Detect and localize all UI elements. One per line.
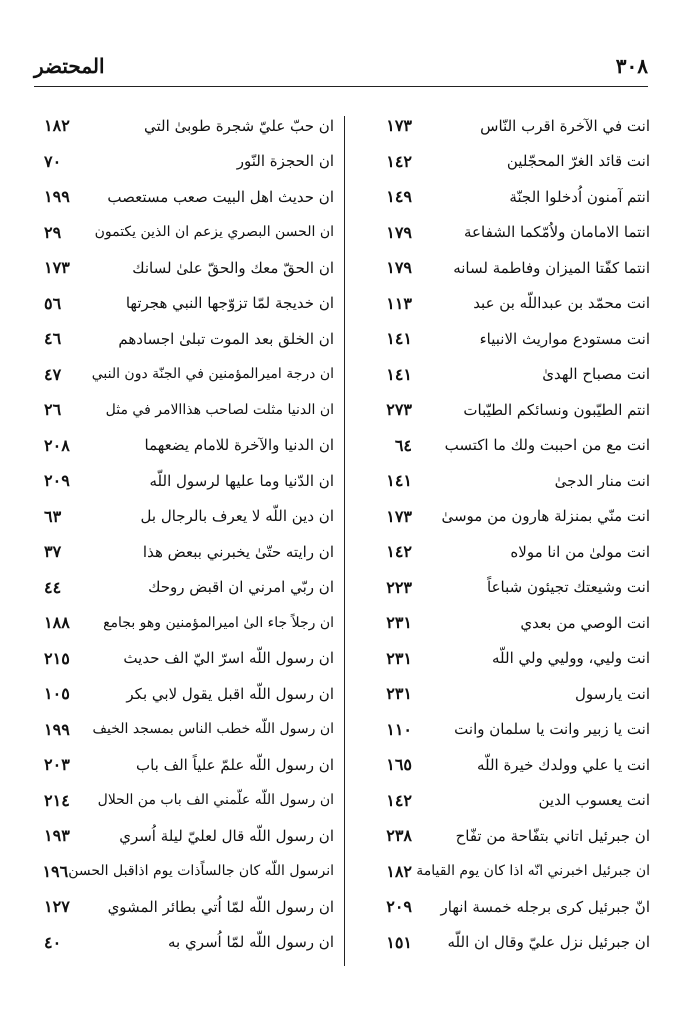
entry-text: انت يا علي وولدك خيرة اللّه: [476, 755, 650, 774]
entry-page-number: ١٤٢: [386, 151, 412, 171]
index-entry: [360, 286, 650, 322]
index-entry: [44, 179, 334, 215]
entry-text: ان رجلاً جاء الىٰ اميرالمؤمنين وهو بجامع: [103, 614, 334, 631]
index-entry: [360, 854, 650, 890]
index-entry: [44, 463, 334, 499]
entry-page-number: ١٧٩: [386, 222, 412, 242]
page-number: ٣٠٨: [615, 54, 648, 78]
entry-text: ان الدّنيا وما عليها لرسول اللّه: [149, 471, 334, 490]
entry-page-number: ٢١٤: [44, 790, 70, 810]
entry-page-number: ١٨٢: [386, 861, 412, 881]
entry-page-number: ١٤٩: [386, 187, 412, 207]
index-entry: [44, 108, 334, 144]
index-entry: [44, 889, 334, 925]
index-entry: [44, 321, 334, 357]
entry-text: انت يا زبير وانت يا سلمان وانت: [454, 720, 650, 739]
entry-page-number: ١٨٨: [44, 613, 70, 633]
entry-page-number: ١١٣: [386, 293, 412, 313]
entry-text: ان حديث اهل البيت صعب مستعصب: [107, 187, 334, 206]
book-title: المحتضر: [34, 54, 105, 78]
entry-text: ان دين اللّه لا يعرف بالرجال بل: [140, 507, 334, 526]
entry-text: انت في الآخرة اقرب النّاس: [480, 116, 650, 135]
entry-text: ان الحجزة النّور: [236, 152, 334, 171]
index-entry: [44, 570, 334, 606]
entry-text: ان جبرئيل اتاني بتفّاحة من تفّاح: [455, 826, 650, 845]
index-entry: [360, 712, 650, 748]
entry-text: ان رسول اللّه علّمني الف باب من الحلال: [97, 792, 334, 809]
entry-page-number: ١٥١: [386, 932, 412, 952]
index-entry: [360, 783, 650, 819]
entry-text: انت منار الدجىٰ: [554, 471, 650, 490]
page-header: [34, 50, 648, 84]
index-entry: [360, 428, 650, 464]
entry-page-number: ١٤١: [386, 329, 412, 349]
entry-text: ان رسول اللّه اقبل يقول لابي بكر: [126, 684, 334, 703]
entry-text: ان رايته حتّىٰ يخبرني ببعض هذا: [142, 542, 334, 561]
entry-page-number: ٦٣: [44, 506, 62, 526]
entry-text: انتما الامامان ولاُمّكما الشفاعة: [464, 223, 650, 242]
index-entry: [360, 215, 650, 251]
entry-page-number: ١٤٢: [386, 790, 412, 810]
index-entry: [360, 747, 650, 783]
entry-text: ان رسول اللّه لمّا اُسري به: [167, 933, 334, 952]
entry-text: ان خديجة لمّا تزوّجها النبي هجرتها: [125, 294, 334, 313]
entry-page-number: ٦٤: [394, 435, 412, 455]
entry-text: ان رسول اللّه علمّ علياً الف باب: [135, 755, 334, 774]
entry-page-number: ٢٧٣: [386, 400, 412, 420]
entry-page-number: ٤٧: [44, 364, 62, 384]
index-entry: [44, 250, 334, 286]
index-entry: [44, 499, 334, 535]
index-entry: [44, 783, 334, 819]
index-entry: [44, 641, 334, 677]
index-column-left: [44, 108, 334, 960]
entry-text: ان رسول اللّه لمّا اُتي بطائر المشوي: [107, 897, 334, 916]
entry-text: ان الحقّ معك والحقّ علىٰ لسانك: [132, 258, 334, 277]
entry-page-number: ٤٤: [44, 577, 62, 597]
entry-text: ان جبرئيل نزل عليّ وقال ان اللّه: [447, 933, 650, 952]
entry-page-number: ٤٠: [44, 932, 62, 952]
entry-text: انت وليي، ووليي ولي اللّه: [492, 649, 650, 668]
entry-text: انت منّي بمنزلة هارون من موسىٰ: [441, 507, 650, 526]
entry-text: انت يعسوب الدين: [538, 791, 650, 810]
index-entry: [360, 499, 650, 535]
entry-text: انتما كفّتا الميزان وفاطمة لسانه: [453, 258, 650, 277]
entry-page-number: ٢٩: [44, 222, 62, 242]
index-entry: [44, 676, 334, 712]
entry-page-number: ٢٠٨: [44, 435, 70, 455]
entry-page-number: ١٨٢: [44, 116, 70, 136]
index-entry: [360, 357, 650, 393]
entry-page-number: ١٧٣: [44, 258, 70, 278]
index-entry: [360, 321, 650, 357]
entry-text: انّ جبرئيل كرى برجله خمسة انهار: [440, 897, 650, 916]
index-entry: [360, 250, 650, 286]
index-entry: [360, 179, 650, 215]
header-rule: [34, 86, 648, 87]
entry-text: ان درجة اميرالمؤمنين في الجنّة دون النبي: [91, 366, 334, 383]
entry-page-number: ١٧٩: [386, 258, 412, 278]
entry-page-number: ٢٠٣: [44, 755, 70, 775]
index-entry: [360, 108, 650, 144]
entry-page-number: ١٤١: [386, 364, 412, 384]
index-entry: [44, 392, 334, 428]
entry-page-number: ١١٠: [386, 719, 412, 739]
entry-page-number: ١٩٩: [44, 719, 70, 739]
entry-text: ان الدنيا والآخرة للامام يضعهما: [144, 436, 334, 455]
index-entry: [44, 925, 334, 961]
entry-page-number: ١٢٧: [44, 897, 70, 917]
entry-page-number: ٢٣٨: [386, 826, 412, 846]
entry-text: انت مستودع مواريث الانبياء: [479, 329, 650, 348]
entry-page-number: ٧٠: [44, 151, 62, 171]
index-entry: [44, 286, 334, 322]
entry-page-number: ١٩٣: [44, 826, 70, 846]
index-entry: [360, 144, 650, 180]
entry-text: ان الدنيا مثلت لصاحب هذاالامر في مثل: [105, 401, 334, 418]
entry-text: ان ربّي امرني ان اقبض روحك: [148, 578, 334, 597]
index-entry: [44, 357, 334, 393]
entry-page-number: ١٩٩: [44, 187, 70, 207]
entry-page-number: ٢٠٩: [44, 471, 70, 491]
entry-text: انت مع من احببت ولك ما اكتسب: [444, 436, 650, 455]
index-entry: [360, 641, 650, 677]
entry-page-number: ٤٦: [44, 329, 62, 349]
index-entry: [44, 215, 334, 251]
index-entry: [44, 144, 334, 180]
entry-page-number: ١٩٦: [42, 861, 69, 881]
entry-page-number: ١٤١: [386, 471, 412, 491]
entry-page-number: ٢٣١: [386, 648, 412, 668]
entry-text: انت مصباح الهدىٰ: [542, 365, 650, 384]
entry-page-number: ٣٧: [44, 542, 62, 562]
entry-text: انت قائد الغرّ المحجّلين: [506, 152, 650, 171]
entry-page-number: ٢٣١: [386, 684, 412, 704]
entry-page-number: ٢١٥: [44, 648, 70, 668]
index-column-right: [360, 108, 650, 960]
entry-page-number: ٢٦: [44, 400, 62, 420]
entry-text: ان رسول اللّه خطب الناس بمسجد الخيف: [92, 721, 334, 738]
entry-page-number: ١٤٢: [386, 542, 412, 562]
entry-text: ان الحسن البصري يزعم ان الذين يكتمون: [94, 224, 334, 241]
entry-text: ان حبّ عليّ شجرة طوبىٰ التي: [144, 116, 334, 135]
entry-page-number: ١٧٣: [386, 506, 412, 526]
index-entry: [44, 428, 334, 464]
entry-text: انتم الطيّبون ونسائكم الطيّبات: [463, 400, 650, 419]
entry-text: انتم آمنون اُدخلوا الجنّة: [509, 187, 650, 206]
entry-page-number: ٢٠٩: [386, 897, 412, 917]
index-entry: [360, 570, 650, 606]
entry-text: ان جبرئيل اخبرني انّه اذا كان يوم القيامة: [416, 863, 650, 880]
index-entry: [360, 889, 650, 925]
index-entry: [44, 605, 334, 641]
entry-page-number: ١٧٣: [386, 116, 412, 136]
entry-page-number: ٢٣١: [386, 613, 412, 633]
index-entry: [44, 818, 334, 854]
entry-text: ان رسول اللّه اسرّ اليّ الف حديث: [123, 649, 334, 668]
index-entry: [360, 925, 650, 961]
entry-text: انت يارسول: [574, 684, 650, 703]
index-entry: [360, 818, 650, 854]
entry-text: انت وشيعتك تجيئون شباعاً: [487, 578, 650, 597]
index-entry: [360, 463, 650, 499]
entry-page-number: ١٦٥: [386, 755, 412, 775]
entry-text: ان الخلق بعد الموت تبلىٰ اجسادهم: [118, 329, 334, 348]
index-entry: [44, 854, 334, 890]
column-divider: [344, 116, 345, 966]
entry-text: ان رسول اللّه قال لعليّ ليلة اُسري: [119, 826, 334, 845]
entry-page-number: ٢٢٣: [386, 577, 412, 597]
entry-text: انت محمّد بن عبداللّه بن عبد: [473, 294, 650, 313]
entry-page-number: ١٠٥: [44, 684, 70, 704]
index-entry: [44, 712, 334, 748]
index-entry: [360, 534, 650, 570]
entry-text: انت الوصي من بعدي: [520, 613, 650, 632]
index-entry: [360, 392, 650, 428]
index-entry: [360, 605, 650, 641]
entry-page-number: ٥٦: [44, 293, 62, 313]
entry-text: انرسول اللّه كان جالساًذات يوم اذاقبل الحسن: [68, 863, 334, 880]
entry-text: انت مولىٰ من انا مولاه: [510, 542, 650, 561]
index-entry: [360, 676, 650, 712]
index-entry: [44, 747, 334, 783]
index-entry: [44, 534, 334, 570]
